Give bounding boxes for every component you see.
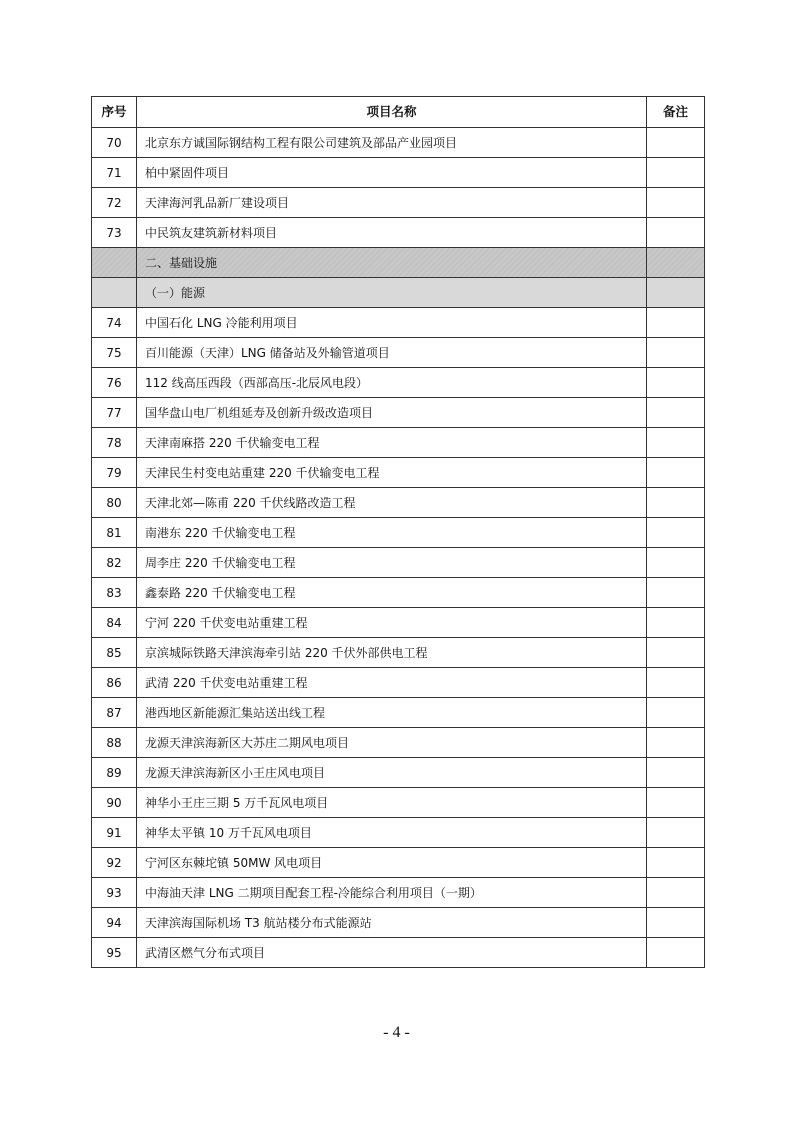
row-serial-number — [92, 278, 137, 308]
row-project-name: 京滨城际铁路天津滨海牵引站 220 千伏外部供电工程 — [137, 638, 647, 668]
table-row — [92, 578, 705, 608]
row-serial-number: 78 — [92, 428, 137, 458]
row-serial-number: 76 — [92, 368, 137, 398]
row-project-name: 宁河 220 千伏变电站重建工程 — [137, 608, 647, 638]
row-serial-number: 91 — [92, 818, 137, 848]
row-remarks — [647, 848, 705, 878]
header-remarks: 备注 — [647, 97, 705, 128]
row-remarks — [647, 728, 705, 758]
row-remarks — [647, 248, 705, 278]
row-serial-number: 86 — [92, 668, 137, 698]
row-remarks — [647, 128, 705, 158]
row-project-name: 周李庄 220 千伏输变电工程 — [137, 548, 647, 578]
row-remarks — [647, 578, 705, 608]
table-row — [92, 758, 705, 788]
table-row — [92, 848, 705, 878]
section-title: （一）能源 — [137, 278, 647, 308]
row-project-name: 港西地区新能源汇集站送出线工程 — [137, 698, 647, 728]
row-serial-number: 71 — [92, 158, 137, 188]
row-project-name: 龙源天津滨海新区大苏庄二期风电项目 — [137, 728, 647, 758]
row-remarks — [647, 458, 705, 488]
row-project-name: 国华盘山电厂机组延寿及创新升级改造项目 — [137, 398, 647, 428]
row-serial-number: 80 — [92, 488, 137, 518]
row-remarks — [647, 398, 705, 428]
row-remarks — [647, 518, 705, 548]
table-row — [92, 698, 705, 728]
row-serial-number: 87 — [92, 698, 137, 728]
row-remarks — [647, 188, 705, 218]
table-row — [92, 368, 705, 398]
page-number: - 4 - — [383, 1024, 410, 1041]
table-row — [92, 338, 705, 368]
row-project-name: 中民筑友建筑新材料项目 — [137, 218, 647, 248]
row-project-name: 中海油天津 LNG 二期项目配套工程-冷能综合利用项目（一期） — [137, 878, 647, 908]
table-row — [92, 728, 705, 758]
row-remarks — [647, 308, 705, 338]
row-project-name: 宁河区东棘坨镇 50MW 风电项目 — [137, 848, 647, 878]
table-row — [92, 128, 705, 158]
row-serial-number: 90 — [92, 788, 137, 818]
table-header-row — [92, 97, 705, 128]
row-project-name: 中国石化 LNG 冷能利用项目 — [137, 308, 647, 338]
row-serial-number: 95 — [92, 938, 137, 968]
table-row — [92, 638, 705, 668]
row-remarks — [647, 638, 705, 668]
row-project-name: 北京东方诚国际钢结构工程有限公司建筑及部品产业园项目 — [137, 128, 647, 158]
table-row — [92, 548, 705, 578]
table-row — [92, 818, 705, 848]
row-remarks — [647, 878, 705, 908]
row-remarks — [647, 218, 705, 248]
row-serial-number: 73 — [92, 218, 137, 248]
row-serial-number: 92 — [92, 848, 137, 878]
row-serial-number: 72 — [92, 188, 137, 218]
row-project-name: 柏中紧固件项目 — [137, 158, 647, 188]
row-remarks — [647, 758, 705, 788]
table-row — [92, 158, 705, 188]
row-serial-number: 70 — [92, 128, 137, 158]
row-serial-number: 75 — [92, 338, 137, 368]
row-serial-number: 82 — [92, 548, 137, 578]
section-title: 二、基础设施 — [137, 248, 647, 278]
row-remarks — [647, 818, 705, 848]
table-row — [92, 668, 705, 698]
header-serial-number: 序号 — [92, 97, 137, 128]
row-serial-number: 94 — [92, 908, 137, 938]
row-serial-number: 84 — [92, 608, 137, 638]
table-row — [92, 218, 705, 248]
table-row — [92, 908, 705, 938]
row-remarks — [647, 608, 705, 638]
table-row — [92, 878, 705, 908]
row-project-name: 南港东 220 千伏输变电工程 — [137, 518, 647, 548]
project-table — [91, 96, 705, 968]
row-remarks — [647, 938, 705, 968]
table-row — [92, 608, 705, 638]
row-project-name: 鑫泰路 220 千伏输变电工程 — [137, 578, 647, 608]
row-serial-number: 88 — [92, 728, 137, 758]
row-remarks — [647, 368, 705, 398]
row-serial-number: 83 — [92, 578, 137, 608]
table-row — [92, 488, 705, 518]
row-project-name: 天津北郊—陈甫 220 千伏线路改造工程 — [137, 488, 647, 518]
table-body — [92, 128, 705, 968]
row-project-name: 112 线高压西段（西部高压-北辰风电段） — [137, 368, 647, 398]
row-serial-number: 89 — [92, 758, 137, 788]
table-row — [92, 188, 705, 218]
row-project-name: 龙源天津滨海新区小王庄风电项目 — [137, 758, 647, 788]
row-serial-number: 85 — [92, 638, 137, 668]
table-row — [92, 398, 705, 428]
row-project-name: 神华小王庄三期 5 万千瓦风电项目 — [137, 788, 647, 818]
row-project-name: 武清 220 千伏变电站重建工程 — [137, 668, 647, 698]
table-row — [92, 938, 705, 968]
row-remarks — [647, 338, 705, 368]
header-project-name: 项目名称 — [137, 97, 647, 128]
row-remarks — [647, 278, 705, 308]
row-serial-number: 77 — [92, 398, 137, 428]
row-remarks — [647, 548, 705, 578]
table-row — [92, 458, 705, 488]
row-serial-number: 81 — [92, 518, 137, 548]
row-remarks — [647, 908, 705, 938]
row-remarks — [647, 158, 705, 188]
row-project-name: 天津海河乳品新厂建设项目 — [137, 188, 647, 218]
row-serial-number: 74 — [92, 308, 137, 338]
section-header-row — [92, 248, 705, 278]
row-project-name: 神华太平镇 10 万千瓦风电项目 — [137, 818, 647, 848]
table-row — [92, 518, 705, 548]
row-serial-number: 79 — [92, 458, 137, 488]
table-row — [92, 788, 705, 818]
row-project-name: 天津民生村变电站重建 220 千伏输变电工程 — [137, 458, 647, 488]
row-project-name: 天津南麻搭 220 千伏输变电工程 — [137, 428, 647, 458]
row-remarks — [647, 428, 705, 458]
row-project-name: 武清区燃气分布式项目 — [137, 938, 647, 968]
row-remarks — [647, 788, 705, 818]
row-project-name: 百川能源（天津）LNG 储备站及外输管道项目 — [137, 338, 647, 368]
table-row — [92, 428, 705, 458]
subsection-header-row — [92, 278, 705, 308]
row-remarks — [647, 668, 705, 698]
row-serial-number — [92, 248, 137, 278]
row-serial-number: 93 — [92, 878, 137, 908]
row-remarks — [647, 698, 705, 728]
row-project-name: 天津滨海国际机场 T3 航站楼分布式能源站 — [137, 908, 647, 938]
table-row — [92, 308, 705, 338]
row-remarks — [647, 488, 705, 518]
